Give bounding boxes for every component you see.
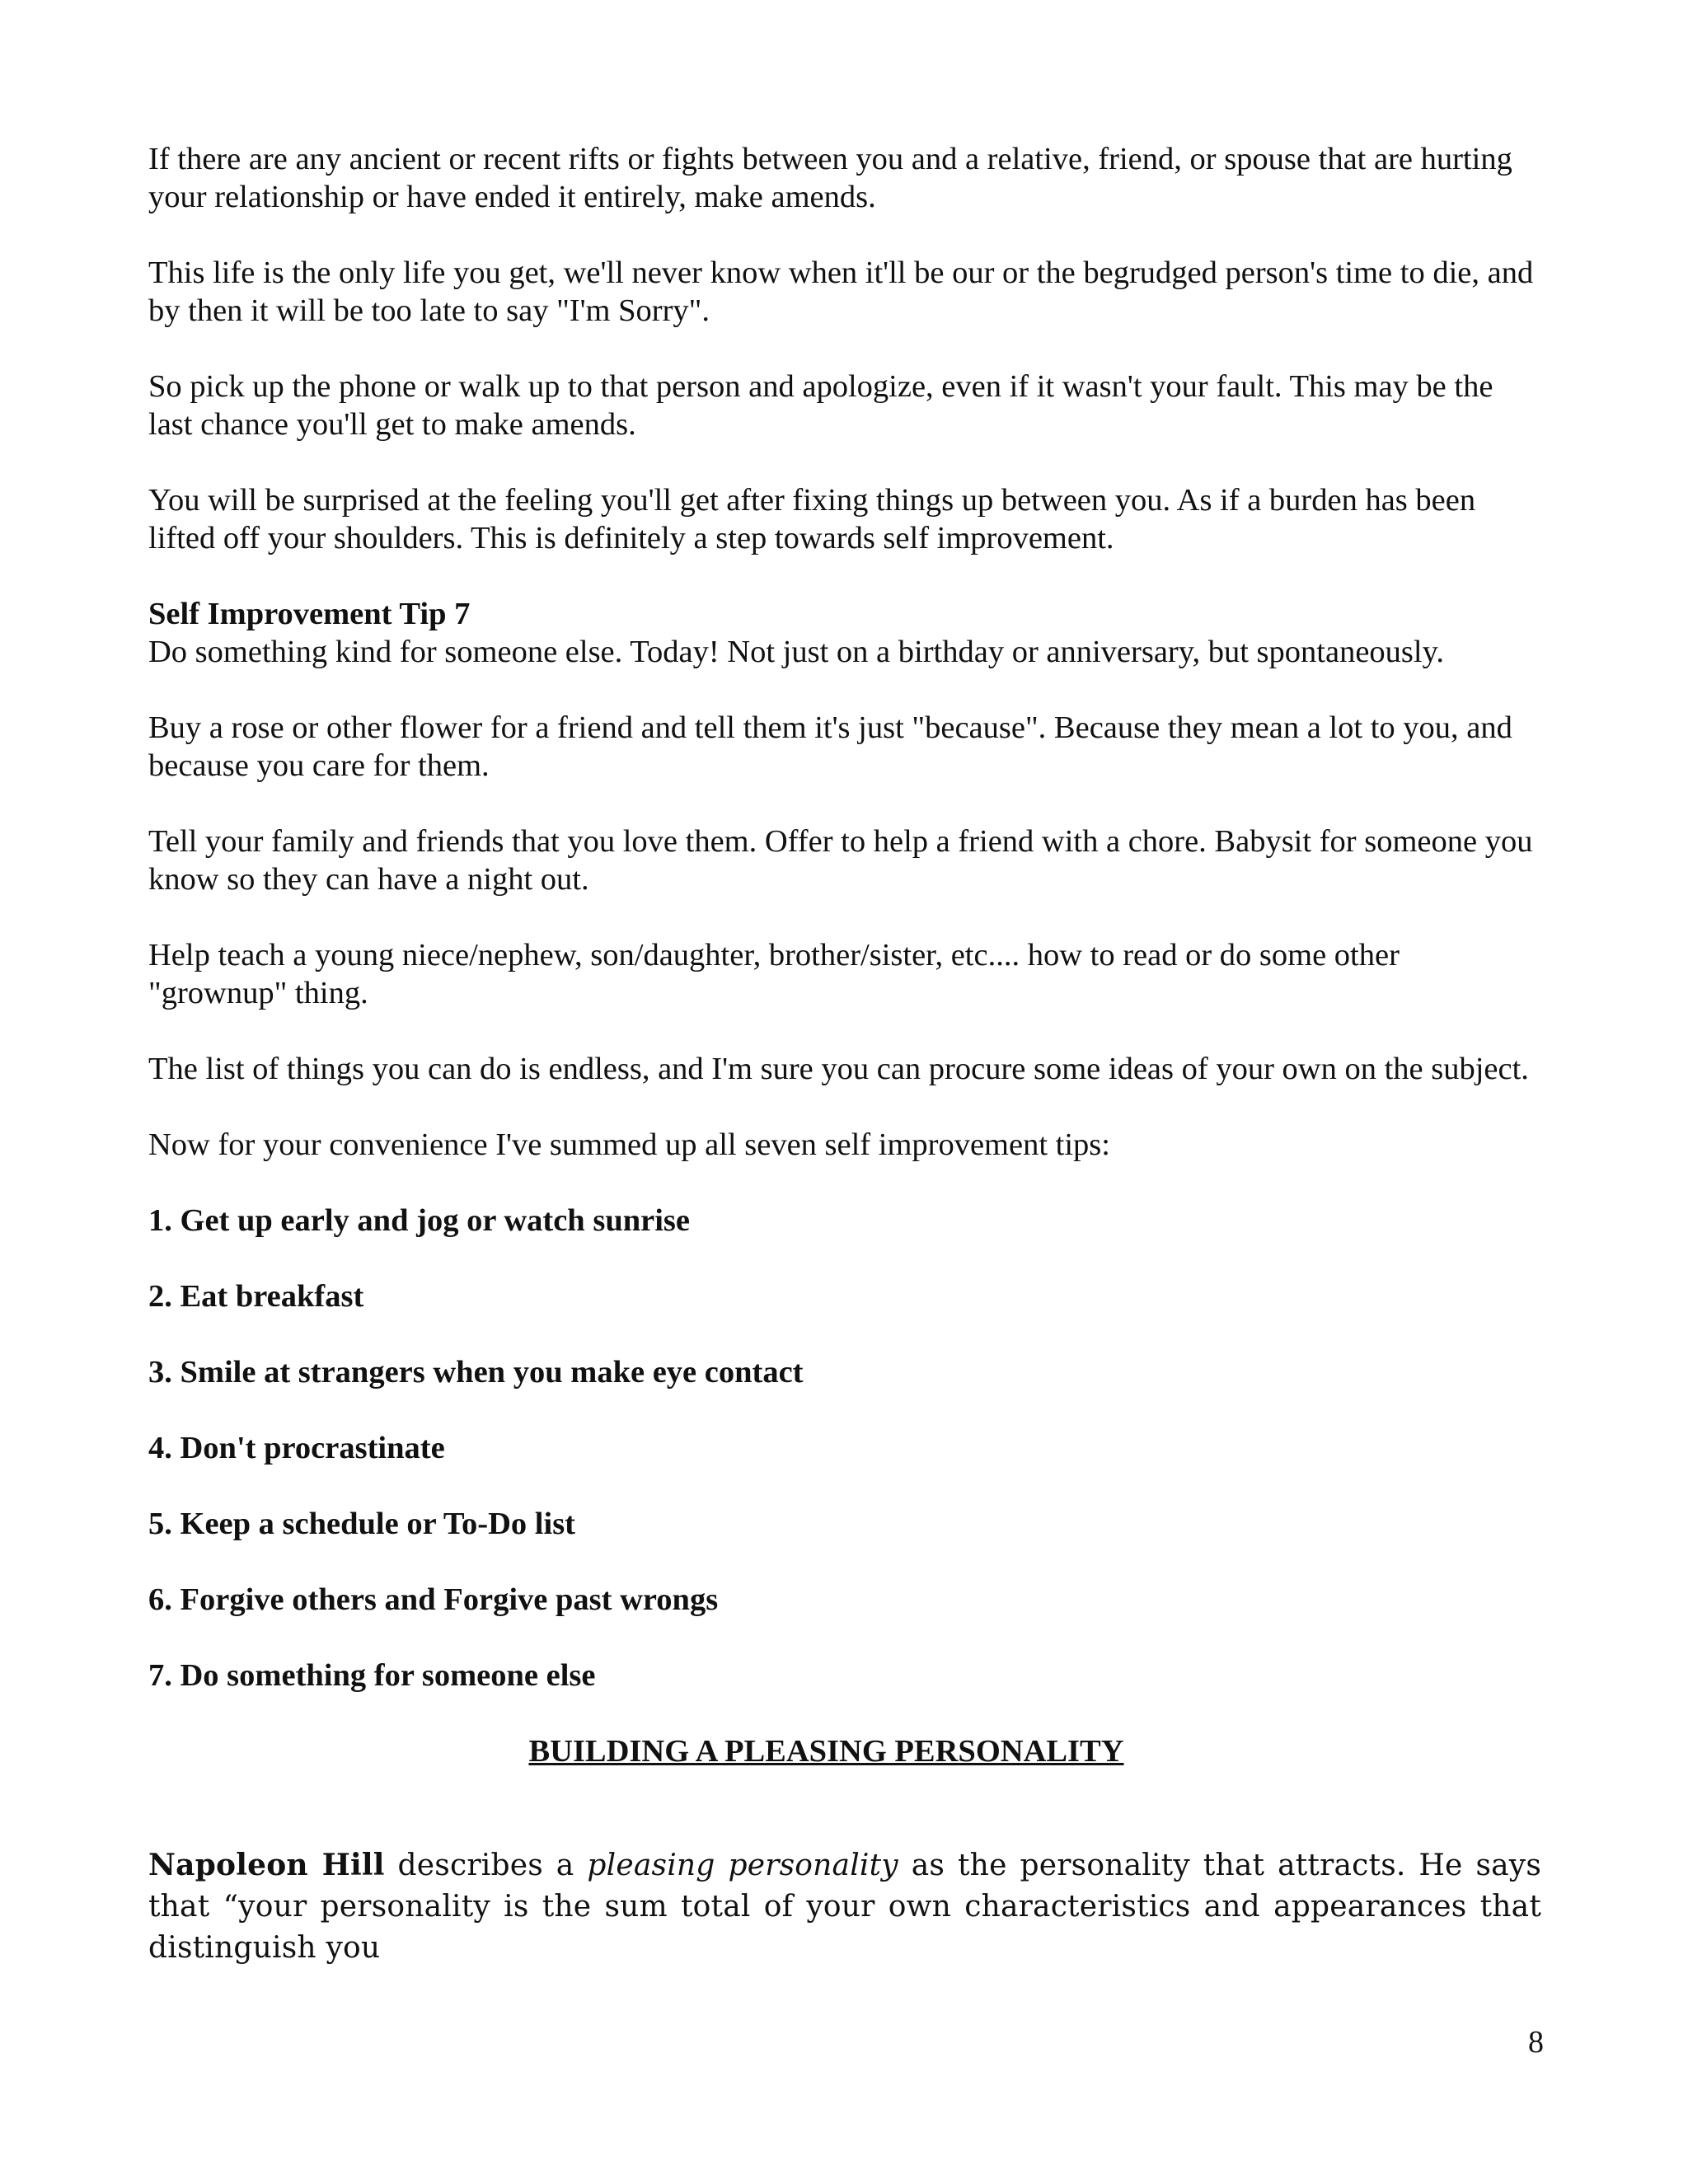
paragraph-make-amends: If there are any ancient or recent rifts or fights between you and a relative, friend, or spouse that are hurting your relationship or have ended it entirely, make amends. (148, 142, 1512, 214)
tip-7-heading: Self Improvement Tip 7 (148, 597, 471, 631)
closing-text-2: as the personality that attracts. He says that “your personality is the sum total of your own characteristics and appearances that distinguish you (148, 1849, 1541, 1965)
summary-item: 5. Keep a schedule or To-Do list (148, 1507, 576, 1541)
paragraph-list-endless: The list of things you can do is endless, and I'm sure you can procure some ideas of your own on the subject. (148, 1052, 1529, 1086)
closing-text-1: describes a (384, 1849, 588, 1882)
section-title: BUILDING A PLEASING PERSONALITY (528, 1734, 1124, 1769)
author-name: Napoleon Hill (148, 1848, 385, 1882)
tip-7-block (148, 595, 1541, 671)
paragraph-help-teach: Help teach a young niece/nephew, son/daughter, brother/sister, etc.... how to read or do some other "grownup" thing. (148, 938, 1400, 1010)
page-content (148, 140, 1541, 1969)
summary-item: 6. Forgive others and Forgive past wrongs (148, 1582, 719, 1617)
closing-italic-term: pleasing personality (587, 1849, 898, 1882)
paragraph-surprised: You will be surprised at the feeling you'll get after fixing things up between you. As if a burden has been lifted off your shoulders. This is definitely a step towards self improvement. (148, 483, 1476, 555)
summary-item: 3. Smile at strangers when you make eye contact (148, 1355, 804, 1390)
summary-item: 4. Don't procrastinate (148, 1431, 445, 1465)
paragraph-napoleon-hill (148, 1844, 1541, 1969)
paragraph-buy-rose: Buy a rose or other flower for a friend and tell them it's just "because". Because they mean a lot to you, and because you care for them. (148, 710, 1512, 783)
paragraph-only-life: This life is the only life you get, we'll never know when it'll be our or the begrudged person's time to die, and by then it will be too late to say "I'm Sorry". (148, 255, 1534, 328)
paragraph-tell-family: Tell your family and friends that you love them. Offer to help a friend with a chore. Babysit for someone you know so they can have a night out. (148, 824, 1533, 897)
paragraph-summary-intro: Now for your convenience I've summed up all seven self improvement tips: (148, 1127, 1110, 1162)
paragraph-apologize: So pick up the phone or walk up to that person and apologize, even if it wasn't your fault. This may be the last chance you'll get to make amends. (148, 369, 1493, 442)
page-number: 8 (1528, 2025, 1544, 2060)
summary-item: 2. Eat breakfast (148, 1279, 364, 1314)
tips-summary-list (148, 1202, 1541, 1694)
tip-7-intro: Do something kind for someone else. Today! Not just on a birthday or anniversary, but spontaneously. (148, 635, 1444, 669)
summary-item: 1. Get up early and jog or watch sunrise (148, 1203, 691, 1238)
summary-item: 7. Do something for someone else (148, 1658, 596, 1693)
